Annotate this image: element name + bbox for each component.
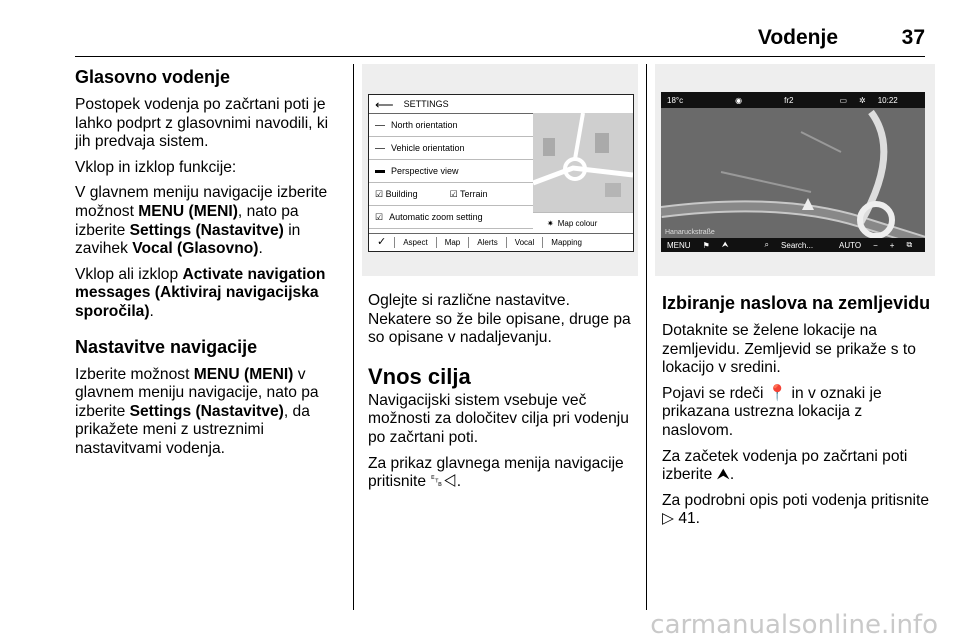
paragraph: Izberite možnost MENU (MENI) v glavnem meniju navigacije, nato pa izberite Settings (Nastavitve), da prikažete meni z ustreznimi nastavitvami vodenja. [75, 365, 319, 457]
middle-column [368, 292, 636, 499]
map-graphic [661, 92, 925, 252]
paragraph: Za prikaz glavnega menija navigacije pritisnite ␗◁. [368, 454, 624, 491]
paragraph: Za začetek vodenja po začrtani poti izberite ⮝. [662, 447, 908, 484]
search-icon: ⌕ [764, 240, 770, 249]
paragraph: Navigacijski sistem vsebuje več možnosti za določitev cilja pri vodenju po začrtani poti. [368, 391, 629, 446]
tab-map[interactable]: Map [436, 237, 469, 248]
paragraph: Vklop ali izklop Activate navigation messages (Aktiviraj navigacijska sporočila). [75, 265, 326, 320]
column-divider-2 [646, 64, 647, 610]
tab-vocal[interactable]: Vocal [506, 237, 543, 248]
paragraph: Oglejte si različne nastavitve. Nekatere so že bile opisane, druge pa so opisane v nadaljevanju. [368, 292, 631, 347]
street-name-label: Hanaruckstraße [665, 229, 715, 236]
checkbox-terrain[interactable]: ☑ Terrain [449, 188, 488, 199]
arrow-icon[interactable]: ⮝ [721, 240, 729, 249]
search-field[interactable]: Search... [781, 240, 814, 250]
zoom-in-icon[interactable]: + [889, 240, 895, 250]
clock: 10:22 [877, 95, 898, 105]
navigation-screen [661, 92, 925, 252]
menu-button[interactable]: MENU [667, 240, 691, 250]
temperature: 18°c [667, 95, 684, 105]
paragraph: Dotaknite se želene lokacije na zemljevidu. Zemljevid se prikaže s to lokacijo v sredini. [662, 322, 916, 377]
tab-mapping[interactable]: Mapping [542, 237, 590, 248]
tab-aspect[interactable]: Aspect [394, 237, 435, 248]
paragraph: V glavnem meniju navigacije izberite možnost MENU (MENI), nato pa izberite Settings (Nastavitve) in zavihek Vocal (Glasovno). [75, 184, 328, 258]
setting-auto-zoom[interactable]: ☑ Automatic zoom setting [369, 206, 533, 229]
paragraph: Vklop in izklop funkcije: [75, 158, 237, 176]
sun-icon: ✷ [547, 218, 554, 228]
station-name: fr2 [784, 95, 794, 105]
option-selected-icon [375, 170, 385, 173]
header-rule [75, 56, 925, 57]
navigation-figure [655, 64, 935, 276]
column-divider-1 [353, 64, 354, 610]
route-icon[interactable]: ⧉ [906, 240, 913, 249]
setting-north-orientation[interactable]: North orientation [369, 114, 533, 137]
setting-perspective-view[interactable]: Perspective view [369, 160, 533, 183]
header-title: Vodenje [757, 26, 838, 49]
settings-tabbar [369, 233, 633, 251]
right-column [662, 292, 932, 536]
map-preview-graphic [533, 113, 633, 213]
settings-title: SETTINGS [403, 98, 449, 109]
section-heading-map-address: Izbiranje naslova na zemljevidu [662, 293, 931, 313]
map-preview [533, 113, 633, 213]
tab-alerts[interactable]: Alerts [468, 237, 505, 248]
option-indicator-icon [375, 125, 385, 126]
section-heading-voice: Glasovno vodenje [75, 67, 231, 87]
flag-icon[interactable]: ⚑ [702, 240, 710, 250]
check-icon[interactable]: ✓ [377, 236, 387, 248]
back-arrow-icon[interactable]: ⟵ [375, 96, 394, 112]
left-column [75, 66, 339, 466]
option-indicator-icon [375, 148, 385, 149]
section-heading-destination: Vnos cilja [368, 363, 471, 389]
gear-icon[interactable]: ✲ [859, 95, 866, 105]
paragraph: Pojavi se rdeči 📍 in v oznaki je prikazana ustrezna lokacija z naslovom. [662, 384, 882, 439]
zoom-out-icon[interactable]: − [873, 240, 878, 250]
setting-building-terrain [369, 183, 533, 206]
settings-figure [362, 64, 638, 276]
page-number: 37 [901, 26, 925, 49]
section-heading-settings: Nastavitve navigacije [75, 336, 258, 357]
auto-button[interactable]: AUTO [839, 240, 862, 250]
paragraph: Za podrobni opis poti vodenja pritisnite ▷ 41. [662, 491, 929, 528]
settings-header [369, 95, 633, 114]
nav-bottom-bar [661, 238, 925, 252]
settings-screen [368, 94, 634, 252]
gps-icon: ◉ [735, 95, 743, 105]
footer-watermark: carmanualsonline.info [650, 610, 938, 640]
checkbox-building[interactable]: ☑ Building [375, 188, 418, 199]
map-colour-button[interactable]: ✷ Map colour [533, 212, 633, 233]
setting-vehicle-orientation[interactable]: Vehicle orientation [369, 137, 533, 160]
paragraph: Postopek vodenja po začrtani poti je lahko podprt z glasovnimi navodili, ki jih predvaja sistem. [75, 96, 329, 151]
message-icon[interactable]: ▭ [839, 95, 847, 105]
nav-status-bar [661, 92, 925, 108]
